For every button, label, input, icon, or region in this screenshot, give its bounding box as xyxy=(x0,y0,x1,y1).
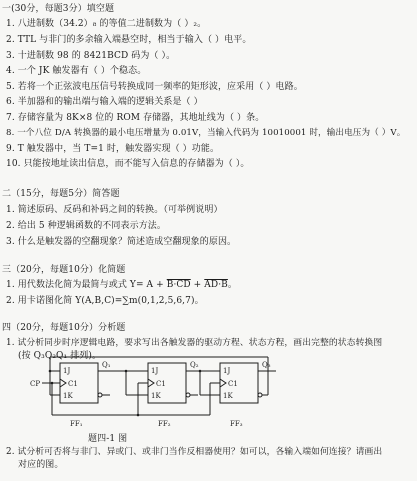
q3-label: Q₃ xyxy=(262,361,271,369)
fill-question-3: 3. 十进制数 98 的 8421BCD 码为（ ）。 xyxy=(6,51,176,61)
figure-caption: 题四-1 图 xyxy=(88,434,128,444)
fill-question-6: 6. 半加器和的输出端与输入端的逻辑关系是（ ） xyxy=(6,97,203,107)
q2-label: Q₂ xyxy=(190,361,199,369)
fill-question-10: 10. 只能按地址读出信息，而不能写入信息的存储器为（ ）。 xyxy=(6,159,250,169)
simplify-q1-plus: + xyxy=(190,280,205,290)
short-question-3: 3. 什么是触发器的空翻现象？简述造成空翻现象的原因。 xyxy=(6,237,237,247)
simplify-q1-suffix: 。 xyxy=(227,280,237,290)
ff1-pin-k: 1K xyxy=(63,392,73,400)
simplify-q1-prefix: 1. 用代数法化简为最简与或式 Y= A + xyxy=(6,280,164,290)
ff1-pin-c: C1 xyxy=(68,380,78,388)
simplify-q1-term-2: AD·B xyxy=(204,280,228,290)
ff3-pin-k: 1K xyxy=(223,392,233,400)
fill-question-9: 9. T 触发器中，当 T=1 时，触发器实现（ ）功能。 xyxy=(6,144,220,154)
fill-question-4: 4. 一个 JK 触发器有（ ）个稳态。 xyxy=(6,66,147,76)
ff3-pin-j: 1J xyxy=(223,367,231,375)
analysis-question-2-line-1: 2. 试分析可否将与非门、异或门、或非门当作反相器使用？如可以，各输入端如何连接？请画出 xyxy=(6,447,383,457)
ff1-label: FF₁ xyxy=(70,420,83,428)
cp-label: CP xyxy=(30,380,41,388)
fill-question-8: 8. 一个八位 D/A 转换器的最小电压增量为 0.01V，当输入代码为 10010001 时，输出电压为（ ）V。 xyxy=(6,128,406,138)
ff2-label: FF₂ xyxy=(158,420,171,428)
short-question-2: 2. 给出 5 种逻辑函数的不同表示方法。 xyxy=(6,221,166,231)
fill-question-2: 2. TTL 与非门的多余输入端悬空时，相当于输入（ ）电平。 xyxy=(6,35,252,45)
sync-sequential-circuit-diagram xyxy=(30,353,290,431)
ff3-label: FF₃ xyxy=(230,420,243,428)
section-2-header: 二（15分，每题5分）简答题 xyxy=(2,189,120,199)
fill-question-7: 7. 存储容量为 8K×8 位的 ROM 存储器，其地址线为（ ）条。 xyxy=(6,113,265,123)
ff1-pin-j: 1J xyxy=(63,367,71,375)
simplify-question-1 xyxy=(6,280,237,291)
ff2-pin-c: C1 xyxy=(156,380,166,388)
ff2-pin-j: 1J xyxy=(151,367,159,375)
ff3-pin-c: C1 xyxy=(228,380,238,388)
fill-question-5: 5. 若将一个正弦波电压信号转换成同一频率的矩形波，应采用（ ）电路。 xyxy=(6,82,303,92)
section-4-header: 四（20分，每题10分）分析题 xyxy=(2,323,126,333)
short-question-1: 1. 简述原码、反码和补码之间的转换。（可举例说明） xyxy=(6,205,223,215)
fill-question-1: 1. 八进制数（34.2）₈ 的等值二进制数为（ ）₂。 xyxy=(6,19,207,29)
section-3-header: 三（20分，每题10分）化简题 xyxy=(2,265,126,275)
simplify-q1-term-1: B·CD xyxy=(166,280,191,290)
simplify-question-2: 2. 用卡诺图化简 Y(A,B,C)=∑m(0,1,2,5,6,7)。 xyxy=(6,296,204,306)
analysis-question-2-line-2: 对应的图。 xyxy=(18,460,64,470)
section-1-header: 一(30分，每题3分）填空题 xyxy=(2,4,115,14)
ff2-pin-k: 1K xyxy=(151,392,161,400)
analysis-question-1-line-2: (按 Q₃Q₂Q₁ 排列)。 xyxy=(18,351,102,361)
analysis-question-1-line-1: 1. 试分析同步时序逻辑电路，要求写出各触发器的驱动方程、状态方程，画出完整的状态转换图 xyxy=(6,338,383,348)
q1-label: Q₁ xyxy=(102,361,111,369)
